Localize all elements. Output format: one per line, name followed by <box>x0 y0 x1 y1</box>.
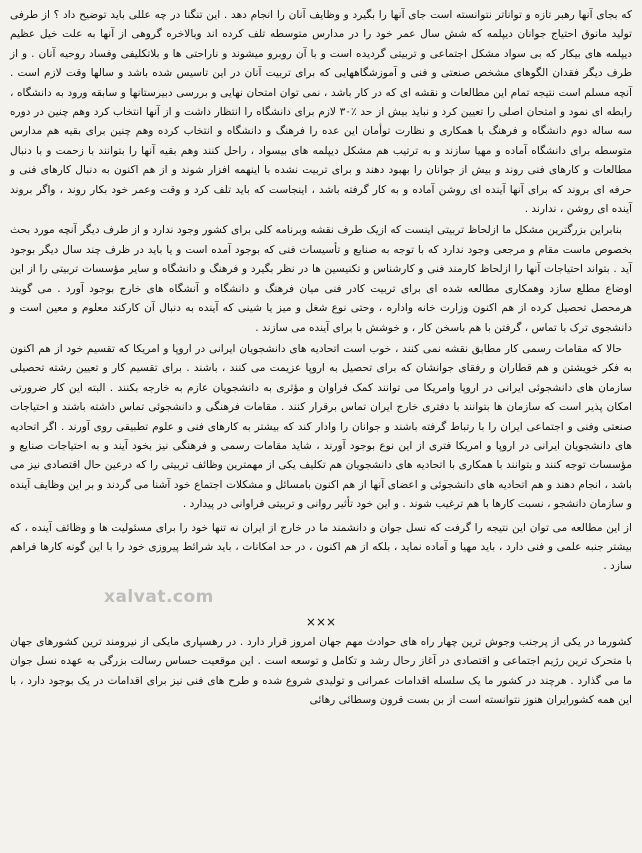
paragraph-5: کشورما در یکی از پرجنب وجوش ترین چهار راه های حوادث مهم جهان امروز قرار دارد . در رهسپاری مایکی از نیرومند ترین کشورهای جهان با متحرک ترین رژیم اجتماعی و اقتصادی در آغاز رحال رشد و تکامل و توسعه است . این موقعیت حساس رسالت بزرگی به عهده نسل جوان ما می گذارد . هرچند در کشور ما یک سلسله اقدامات عمرانی و تولیدی شروع شده و طرح های فنی نیز برای اقدامات در یک بوجود دارد ، با این همه کشورایران هنوز نتوانسته است از بن بست قرون وسطائی رهائی <box>10 635 632 706</box>
section-divider: ××× <box>305 614 337 629</box>
paragraph-4: از این مطالعه می توان این نتیجه را گرفت که نسل جوان و دانشمند ما در خارج از ایران نه تنها خود را برای مسئولیت ها و وظائف آینده ، که بیشتر جنبه علمی و فنی دارد ، باید مهیا و آماده نماید ، بلکه از هم اکنون ، در حد امکانات ، باید شرائط پیروزی خود را با این گونه کارها فراهم سازد . <box>10 521 632 573</box>
paragraph-1: که بجای آنها رهبر تازه و تواناتر نتوانسته است جای آنها را بگیرد و وظایف آنان را انجام دهد . این تنگنا در چه عللی باید توضیح داد ؟ از طرفی تولید مانوق احتیاج جوانان دیپلمه که شش سال عمر خود را در مدارس متوسطه تلف کرده اند وبالاخره گروهی از آنها به علت خیل عظیم دیپلمه های بیکار که بی سواد مشکل اجتماعی و تربیتی گردیده است و با آن روبرو میشوند و ناراحتی ها و بلاتکلیفی وفساد روحیه آنان . و از طرف دیگر فقدان الگوهای مشخص صنعتی و فنی و آموزشگاههایی که برای تربیت آنان در این تاسیس شده باشد و سالها وقت لازم است . آنچه مسلم است نتیجه تمام این مطالعات و نقشه ای که در کار باشد ، نمی توان امتحان نهایی و بررسی دبیرستانها و سابقه ورود به دانشگاه ، رابطه ای نمود و امتحان اصلی را تعیین کرد و نباید بیش از حد ٪۳۰ لازم برای دانشگاه را انتظار داشت و از آنها انتخاب کرد وهم چنین در دوره سه ساله دوم دانشگاه و فرهنگ با همکاری و نظارت توأمان این عده را فرهنگ و دانشگاه و انتخاب کرده وهم چنین برای بقیه هم مدارس متوسطه برای دانشگاه آماده و مهیا سازند و به ترتیب هم مشکل دیپلمه های بیسواد ، راحل کنند وهم بقیه آنها را بتوانند با زحمت و با دنبال مطالعات و کارهای فنی روند و بیش از جوانان را بهبود دهند و برای تربیت نشده با اینهمه افزار شوند و از هم اکنون به دنبال کارهای فنی و حرفه ای بروند که برای آنها آینده ای روشن آماده و به کار گرفته باشد ، اینجاست که باید تلف کرد و وقت وعمر خود بکار روند ، واگر بروند آینده ای روشن ، ندارند . <box>10 9 632 216</box>
watermark-text: xalvat.com <box>104 586 214 607</box>
paragraph-3: حالا که مقامات رسمی کار مطابق نقشه نمی کنند ، خوب است اتحادیه های دانشجویان ایرانی در اروپا و امریکا که تقسیم خود از هم اکنون به فکر خویشتن و هم قطاران و رفقای جوانشان که برای تحصیل به اروپا عزیمت می کنند ، باشند . برای تقسیم کار و تعیین رشته تحصیلی سازمان های دانشجوئی ایرانی در اروپا وامریکا می توانند کمک فراوان و مؤثری به دانشجویان عازم به خارجه بکنند . البته این کار ضرورتی امکان پذیر است که سازمان ها بتوانند با دفتری خارج ایران تماس برقرار کنند . مقامات فرهنگی و دانشجوئی تماس داشته باشند و احتیاجات صنعتی وفنی و اجتماعی ایران را با رتباط گرفته باشند و جوانان را وادار کند که بیشتر به کارهای فنی و علوم تطبیقی روی آورند . اگر اتحادیه های دانشجویان ایرانی در اروپا و امریکا فتری از این نوع بوجود آورند ، شاید مقامات رسمی و فرهنگی نیز بخود آیند و به احتیاجات صنایع و مؤسسات توجه کنند و بتوانند با همکاری با اتحادیه های دانشجویان هم تکلیف یکی از مهمترین وظائف تربیتی را که درعین حال اقتصادی نیز می باشد ، انجام دهند و هم اتحادیه های دانشجوئی و اعضای آنها از هم اکنون بامسائل و مشکلات اجتماع خود آشنا می گردند و بر این وظایف آینده و سازمان دانشجو ، نسبت کارها با هم ترغیب شوند . و این خود تأثیر روانی و تربیتی فراوانی در پیدارد . <box>10 342 632 511</box>
paragraph-2: بنابراین بزرگترین مشکل ما ازلحاظ تربیتی اینست که ازیک طرف نقشه وبرنامه کلی برای کشور وجود ندارد و از طرف دیگر آنچه مورد بحث بخصوص ماست مقام و مرجعی وجود ندارد که با توجه به صنایع و تأسیسات فنی که بوجود آمده است و یا باید در ظرف چند سال دیگر بوجود آید . بتواند احتیاجات آنها را ازلحاظ کارمند فنی و کارشناس و تکنیسین ها در نظر بگیرد و فرهنگ و دانشگاه و سایر مؤسسات تربیتی را از این اوضاع مطلع سازد وهمکاری مطالعه شده ای برای تربیت کادر فنی میان فرهنگ و دانشگاه و آنشگاه های خارج بوجود آورد . می گویند هرمحصل تحصیل کرده از هم اکنون وزارت خانه واداره ، وحتی نوع شغل و میز یا شینی که آینده به دنبال آن کارکند معلوم و معین است و دانشجوی ترک با تماس ، گرفتن با هم باسخن کار ، و خوشش با برای آینده می سازند . <box>10 224 632 334</box>
